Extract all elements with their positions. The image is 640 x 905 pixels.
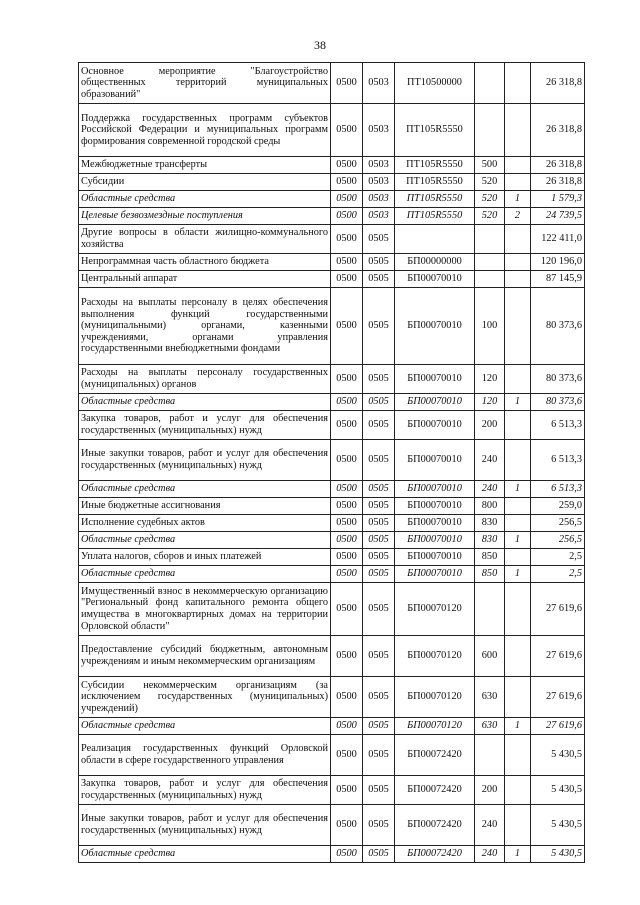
table-row bbox=[79, 846, 585, 863]
target-article-code: БП00070120 bbox=[395, 636, 475, 677]
row-name: Центральный аппарат bbox=[79, 271, 331, 288]
funding-source-code bbox=[505, 254, 531, 271]
expense-type-code: 520 bbox=[475, 208, 505, 225]
table-row bbox=[79, 208, 585, 225]
target-article-code: БП00070010 bbox=[395, 288, 475, 365]
section-code: 0500 bbox=[331, 846, 363, 863]
funding-source-code bbox=[505, 365, 531, 394]
expense-type-code: 100 bbox=[475, 288, 505, 365]
section-code: 0500 bbox=[331, 677, 363, 718]
row-name: Областные средства bbox=[79, 718, 331, 735]
section-code: 0500 bbox=[331, 365, 363, 394]
amount: 256,5 bbox=[531, 515, 585, 532]
amount: 26 318,8 bbox=[531, 157, 585, 174]
amount: 27 619,6 bbox=[531, 718, 585, 735]
funding-source-code bbox=[505, 288, 531, 365]
section-code: 0500 bbox=[331, 735, 363, 776]
amount: 6 513,3 bbox=[531, 481, 585, 498]
section-code: 0500 bbox=[331, 157, 363, 174]
table-row bbox=[79, 583, 585, 636]
amount: 256,5 bbox=[531, 532, 585, 549]
expense-type-code: 120 bbox=[475, 394, 505, 411]
subsection-code: 0503 bbox=[363, 191, 395, 208]
funding-source-code: 1 bbox=[505, 191, 531, 208]
subsection-code: 0505 bbox=[363, 583, 395, 636]
expense-type-code: 800 bbox=[475, 498, 505, 515]
section-code: 0500 bbox=[331, 225, 363, 254]
funding-source-code bbox=[505, 174, 531, 191]
table-row bbox=[79, 254, 585, 271]
expense-type-code bbox=[475, 104, 505, 157]
expense-type-code: 200 bbox=[475, 776, 505, 805]
table-row bbox=[79, 498, 585, 515]
target-article-code: БП00070010 bbox=[395, 411, 475, 440]
amount: 5 430,5 bbox=[531, 846, 585, 863]
subsection-code: 0505 bbox=[363, 566, 395, 583]
funding-source-code bbox=[505, 157, 531, 174]
table-row bbox=[79, 191, 585, 208]
row-name: Иные закупки товаров, работ и услуг для обеспечения государственных (муниципальных) нужд bbox=[79, 805, 331, 846]
table-row bbox=[79, 718, 585, 735]
amount: 2,5 bbox=[531, 549, 585, 566]
subsection-code: 0505 bbox=[363, 776, 395, 805]
row-name: Реализация государственных функций Орловской области в сфере государственного управления bbox=[79, 735, 331, 776]
expense-type-code bbox=[475, 254, 505, 271]
funding-source-code bbox=[505, 583, 531, 636]
target-article-code: ПТ105R5550 bbox=[395, 174, 475, 191]
amount: 259,0 bbox=[531, 498, 585, 515]
expense-type-code: 520 bbox=[475, 174, 505, 191]
row-name: Предоставление субсидий бюджетным, автономным учреждениям и иным некоммерческим организациям bbox=[79, 636, 331, 677]
amount: 6 513,3 bbox=[531, 440, 585, 481]
subsection-code: 0505 bbox=[363, 365, 395, 394]
section-code: 0500 bbox=[331, 271, 363, 288]
section-code: 0500 bbox=[331, 440, 363, 481]
expense-type-code: 830 bbox=[475, 515, 505, 532]
target-article-code: БП00070010 bbox=[395, 498, 475, 515]
section-code: 0500 bbox=[331, 63, 363, 104]
table-row bbox=[79, 677, 585, 718]
expense-type-code: 240 bbox=[475, 440, 505, 481]
table-row bbox=[79, 365, 585, 394]
row-name: Межбюджетные трансферты bbox=[79, 157, 331, 174]
subsection-code: 0505 bbox=[363, 735, 395, 776]
target-article-code: БП00072420 bbox=[395, 735, 475, 776]
table-row bbox=[79, 515, 585, 532]
subsection-code: 0505 bbox=[363, 549, 395, 566]
expense-type-code: 240 bbox=[475, 481, 505, 498]
section-code: 0500 bbox=[331, 104, 363, 157]
row-name: Областные средства bbox=[79, 846, 331, 863]
table-row bbox=[79, 566, 585, 583]
subsection-code: 0503 bbox=[363, 63, 395, 104]
funding-source-code bbox=[505, 636, 531, 677]
target-article-code: БП00070120 bbox=[395, 718, 475, 735]
table-row bbox=[79, 440, 585, 481]
row-name: Закупка товаров, работ и услуг для обеспечения государственных (муниципальных) нужд bbox=[79, 411, 331, 440]
row-name: Областные средства bbox=[79, 566, 331, 583]
row-name: Иные закупки товаров, работ и услуг для обеспечения государственных (муниципальных) нужд bbox=[79, 440, 331, 481]
section-code: 0500 bbox=[331, 394, 363, 411]
amount: 24 739,5 bbox=[531, 208, 585, 225]
table-row bbox=[79, 411, 585, 440]
target-article-code: БП00070010 bbox=[395, 566, 475, 583]
amount: 87 145,9 bbox=[531, 271, 585, 288]
target-article-code: ПТ105R5550 bbox=[395, 208, 475, 225]
target-article-code bbox=[395, 225, 475, 254]
table-row bbox=[79, 549, 585, 566]
amount: 27 619,6 bbox=[531, 677, 585, 718]
target-article-code: БП00070010 bbox=[395, 549, 475, 566]
expense-type-code: 830 bbox=[475, 532, 505, 549]
funding-source-code: 1 bbox=[505, 532, 531, 549]
target-article-code: БП00070010 bbox=[395, 481, 475, 498]
amount: 120 196,0 bbox=[531, 254, 585, 271]
row-name: Непрограммная часть областного бюджета bbox=[79, 254, 331, 271]
table-row bbox=[79, 776, 585, 805]
amount: 80 373,6 bbox=[531, 394, 585, 411]
subsection-code: 0505 bbox=[363, 411, 395, 440]
funding-source-code bbox=[505, 225, 531, 254]
target-article-code: ПТ105R5550 bbox=[395, 191, 475, 208]
target-article-code: БП00000000 bbox=[395, 254, 475, 271]
subsection-code: 0505 bbox=[363, 636, 395, 677]
funding-source-code bbox=[505, 805, 531, 846]
subsection-code: 0505 bbox=[363, 440, 395, 481]
target-article-code: ПТ105R5550 bbox=[395, 104, 475, 157]
section-code: 0500 bbox=[331, 174, 363, 191]
target-article-code: БП00070010 bbox=[395, 365, 475, 394]
amount: 27 619,6 bbox=[531, 583, 585, 636]
table-row bbox=[79, 394, 585, 411]
row-name: Расходы на выплаты персоналу в целях обеспечения выполнения функций государственными (муниципальными) органами, казенными учреждениями, органами управления государственными внебюджетными фондами bbox=[79, 288, 331, 365]
amount: 5 430,5 bbox=[531, 735, 585, 776]
table-row bbox=[79, 735, 585, 776]
expense-type-code: 200 bbox=[475, 411, 505, 440]
funding-source-code: 2 bbox=[505, 208, 531, 225]
subsection-code: 0505 bbox=[363, 225, 395, 254]
row-name: Иные бюджетные ассигнования bbox=[79, 498, 331, 515]
subsection-code: 0505 bbox=[363, 846, 395, 863]
table-row bbox=[79, 481, 585, 498]
section-code: 0500 bbox=[331, 498, 363, 515]
table-row bbox=[79, 157, 585, 174]
funding-source-code bbox=[505, 515, 531, 532]
target-article-code: БП00070120 bbox=[395, 677, 475, 718]
section-code: 0500 bbox=[331, 805, 363, 846]
amount: 26 318,8 bbox=[531, 63, 585, 104]
subsection-code: 0505 bbox=[363, 481, 395, 498]
section-code: 0500 bbox=[331, 776, 363, 805]
table-row bbox=[79, 271, 585, 288]
row-name: Целевые безвозмездные поступления bbox=[79, 208, 331, 225]
expense-type-code: 240 bbox=[475, 805, 505, 846]
expense-type-code: 630 bbox=[475, 677, 505, 718]
subsection-code: 0505 bbox=[363, 271, 395, 288]
row-name: Субсидии bbox=[79, 174, 331, 191]
amount: 27 619,6 bbox=[531, 636, 585, 677]
amount: 80 373,6 bbox=[531, 288, 585, 365]
target-article-code: БП00072420 bbox=[395, 846, 475, 863]
amount: 5 430,5 bbox=[531, 805, 585, 846]
subsection-code: 0505 bbox=[363, 805, 395, 846]
expense-type-code bbox=[475, 271, 505, 288]
expense-type-code: 850 bbox=[475, 566, 505, 583]
amount: 80 373,6 bbox=[531, 365, 585, 394]
expense-type-code bbox=[475, 225, 505, 254]
amount: 2,5 bbox=[531, 566, 585, 583]
target-article-code: БП00070120 bbox=[395, 583, 475, 636]
expense-type-code: 520 bbox=[475, 191, 505, 208]
subsection-code: 0505 bbox=[363, 677, 395, 718]
target-article-code: БП00070010 bbox=[395, 394, 475, 411]
section-code: 0500 bbox=[331, 549, 363, 566]
subsection-code: 0505 bbox=[363, 288, 395, 365]
row-name: Основное мероприятие "Благоустройство общественных территорий муниципальных образований" bbox=[79, 63, 331, 104]
row-name: Расходы на выплаты персоналу государственных (муниципальных) органов bbox=[79, 365, 331, 394]
row-name: Закупка товаров, работ и услуг для обеспечения государственных (муниципальных) нужд bbox=[79, 776, 331, 805]
funding-source-code bbox=[505, 776, 531, 805]
target-article-code: БП00070010 bbox=[395, 515, 475, 532]
funding-source-code bbox=[505, 411, 531, 440]
table-row bbox=[79, 636, 585, 677]
expense-type-code: 630 bbox=[475, 718, 505, 735]
expense-type-code: 240 bbox=[475, 846, 505, 863]
target-article-code: БП00070010 bbox=[395, 532, 475, 549]
funding-source-code bbox=[505, 549, 531, 566]
target-article-code: ПТ105R5550 bbox=[395, 157, 475, 174]
table-row bbox=[79, 532, 585, 549]
page-number: 38 bbox=[314, 38, 326, 52]
subsection-code: 0505 bbox=[363, 718, 395, 735]
subsection-code: 0505 bbox=[363, 532, 395, 549]
funding-source-code bbox=[505, 735, 531, 776]
subsection-code: 0503 bbox=[363, 174, 395, 191]
subsection-code: 0503 bbox=[363, 208, 395, 225]
table-row bbox=[79, 288, 585, 365]
funding-source-code bbox=[505, 440, 531, 481]
section-code: 0500 bbox=[331, 481, 363, 498]
funding-source-code: 1 bbox=[505, 481, 531, 498]
subsection-code: 0503 bbox=[363, 104, 395, 157]
funding-source-code bbox=[505, 677, 531, 718]
funding-source-code: 1 bbox=[505, 846, 531, 863]
table-row bbox=[79, 104, 585, 157]
subsection-code: 0503 bbox=[363, 157, 395, 174]
target-article-code: БП00072420 bbox=[395, 776, 475, 805]
section-code: 0500 bbox=[331, 718, 363, 735]
amount: 26 318,8 bbox=[531, 104, 585, 157]
table-row bbox=[79, 225, 585, 254]
target-article-code: БП00072420 bbox=[395, 805, 475, 846]
budget-table-body bbox=[79, 63, 585, 863]
subsection-code: 0505 bbox=[363, 515, 395, 532]
table-row bbox=[79, 805, 585, 846]
funding-source-code bbox=[505, 104, 531, 157]
row-name: Другие вопросы в области жилищно-коммунального хозяйства bbox=[79, 225, 331, 254]
section-code: 0500 bbox=[331, 411, 363, 440]
amount: 122 411,0 bbox=[531, 225, 585, 254]
expense-type-code bbox=[475, 583, 505, 636]
section-code: 0500 bbox=[331, 288, 363, 365]
subsection-code: 0505 bbox=[363, 394, 395, 411]
row-name: Областные средства bbox=[79, 394, 331, 411]
row-name: Поддержка государственных программ субъектов Российской Федерации и муниципальных программ формирования современной городской среды bbox=[79, 104, 331, 157]
amount: 26 318,8 bbox=[531, 174, 585, 191]
amount: 5 430,5 bbox=[531, 776, 585, 805]
target-article-code: ПТ10500000 bbox=[395, 63, 475, 104]
section-code: 0500 bbox=[331, 208, 363, 225]
expense-type-code bbox=[475, 735, 505, 776]
section-code: 0500 bbox=[331, 191, 363, 208]
funding-source-code bbox=[505, 498, 531, 515]
row-name: Областные средства bbox=[79, 532, 331, 549]
funding-source-code bbox=[505, 63, 531, 104]
budget-table bbox=[78, 62, 585, 863]
target-article-code: БП00070010 bbox=[395, 271, 475, 288]
row-name: Областные средства bbox=[79, 481, 331, 498]
section-code: 0500 bbox=[331, 566, 363, 583]
funding-source-code: 1 bbox=[505, 566, 531, 583]
amount: 1 579,3 bbox=[531, 191, 585, 208]
table-row bbox=[79, 63, 585, 104]
expense-type-code: 600 bbox=[475, 636, 505, 677]
row-name: Уплата налогов, сборов и иных платежей bbox=[79, 549, 331, 566]
section-code: 0500 bbox=[331, 636, 363, 677]
table-row bbox=[79, 174, 585, 191]
section-code: 0500 bbox=[331, 583, 363, 636]
row-name: Областные средства bbox=[79, 191, 331, 208]
section-code: 0500 bbox=[331, 532, 363, 549]
expense-type-code: 120 bbox=[475, 365, 505, 394]
funding-source-code: 1 bbox=[505, 718, 531, 735]
funding-source-code: 1 bbox=[505, 394, 531, 411]
target-article-code: БП00070010 bbox=[395, 440, 475, 481]
section-code: 0500 bbox=[331, 515, 363, 532]
expense-type-code: 850 bbox=[475, 549, 505, 566]
row-name: Субсидии некоммерческим организациям (за исключением государственных (муниципальных) учреждений) bbox=[79, 677, 331, 718]
expense-type-code bbox=[475, 63, 505, 104]
funding-source-code bbox=[505, 271, 531, 288]
row-name: Исполнение судебных актов bbox=[79, 515, 331, 532]
subsection-code: 0505 bbox=[363, 498, 395, 515]
expense-type-code: 500 bbox=[475, 157, 505, 174]
section-code: 0500 bbox=[331, 254, 363, 271]
row-name: Имущественный взнос в некоммерческую организацию "Региональный фонд капитального ремонта общего имущества в многоквартирных домах на территории Орловской области" bbox=[79, 583, 331, 636]
subsection-code: 0505 bbox=[363, 254, 395, 271]
amount: 6 513,3 bbox=[531, 411, 585, 440]
